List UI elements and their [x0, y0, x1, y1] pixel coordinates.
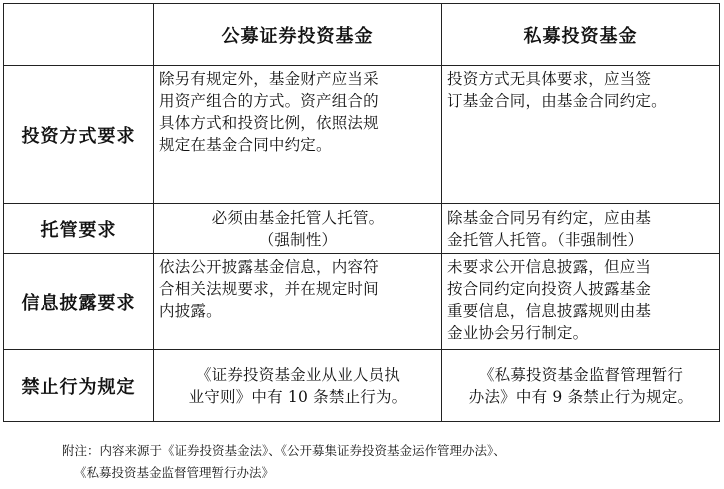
cell-public-custody [154, 204, 442, 254]
text-line: 用资产组合的方式。资产组合的 [159, 92, 379, 110]
text-line: 按合同约定向投资人披露基金 [447, 280, 652, 298]
row-label-investment-method: 投资方式要求 [4, 66, 154, 204]
cell-public-investment-method [154, 66, 442, 204]
text-line: 《证券投资基金业从业人员执 [195, 365, 401, 384]
table-row [4, 350, 720, 422]
text-line: 必须由基金托管人托管。 [211, 208, 385, 227]
header-private-fund: 私募投资基金 [442, 4, 720, 66]
text-line: 合相关法规要求，并在规定时间 [159, 280, 379, 298]
table-header-row [4, 4, 720, 66]
text-line: 办法》中有 9 条禁止行为规定。 [468, 387, 694, 406]
text-line: （强制性） [258, 230, 338, 249]
footnote-line-2: 《私募投资基金监督管理暂行办法》 [74, 465, 275, 480]
table-row [4, 66, 720, 204]
row-label-custody: 托管要求 [4, 204, 154, 254]
footnote-line-1: 附注：内容来源于《证券投资基金法》、《公开募集证券投资基金运作管理办法》、 [62, 443, 506, 458]
cell-private-investment-method [442, 66, 720, 204]
text-line: 除基金合同另有约定，应由基 [447, 208, 652, 227]
header-corner-cell [4, 4, 154, 66]
comparison-table [3, 3, 720, 422]
text-line: 订基金合同，由基金合同约定。 [447, 92, 667, 110]
text-line: 规定在基金合同中约定。 [159, 136, 332, 154]
text-line: 金托管人托管。（非强制性） [447, 230, 644, 249]
text-line: 《私募投资基金监督管理暂行 [478, 365, 684, 384]
text-line: 未要求公开信息披露，但应当 [447, 258, 652, 276]
text-line: 具体方式和投资比例，依照法规 [159, 114, 379, 132]
cell-private-disclosure [442, 254, 720, 350]
text-line: 金业协会另行制定。 [447, 324, 589, 342]
text-line: 除另有规定外，基金财产应当采 [159, 70, 379, 88]
cell-private-prohibited [442, 350, 720, 422]
table-row [4, 204, 720, 254]
text-line: 内披露。 [159, 302, 222, 320]
table-row [4, 254, 720, 350]
text-line: 业守则》中有 10 条禁止行为。 [188, 387, 408, 406]
text-line: 投资方式无具体要求，应当签 [447, 70, 652, 88]
header-public-fund: 公募证券投资基金 [154, 4, 442, 66]
text-line: 依法公开披露基金信息，内容符 [159, 258, 379, 276]
row-label-disclosure: 信息披露要求 [4, 254, 154, 350]
cell-private-custody [442, 204, 720, 254]
footnote [62, 440, 506, 484]
text-line: 重要信息，信息披露规则由基 [447, 302, 652, 320]
cell-public-prohibited [154, 350, 442, 422]
cell-public-disclosure [154, 254, 442, 350]
row-label-prohibited: 禁止行为规定 [4, 350, 154, 422]
